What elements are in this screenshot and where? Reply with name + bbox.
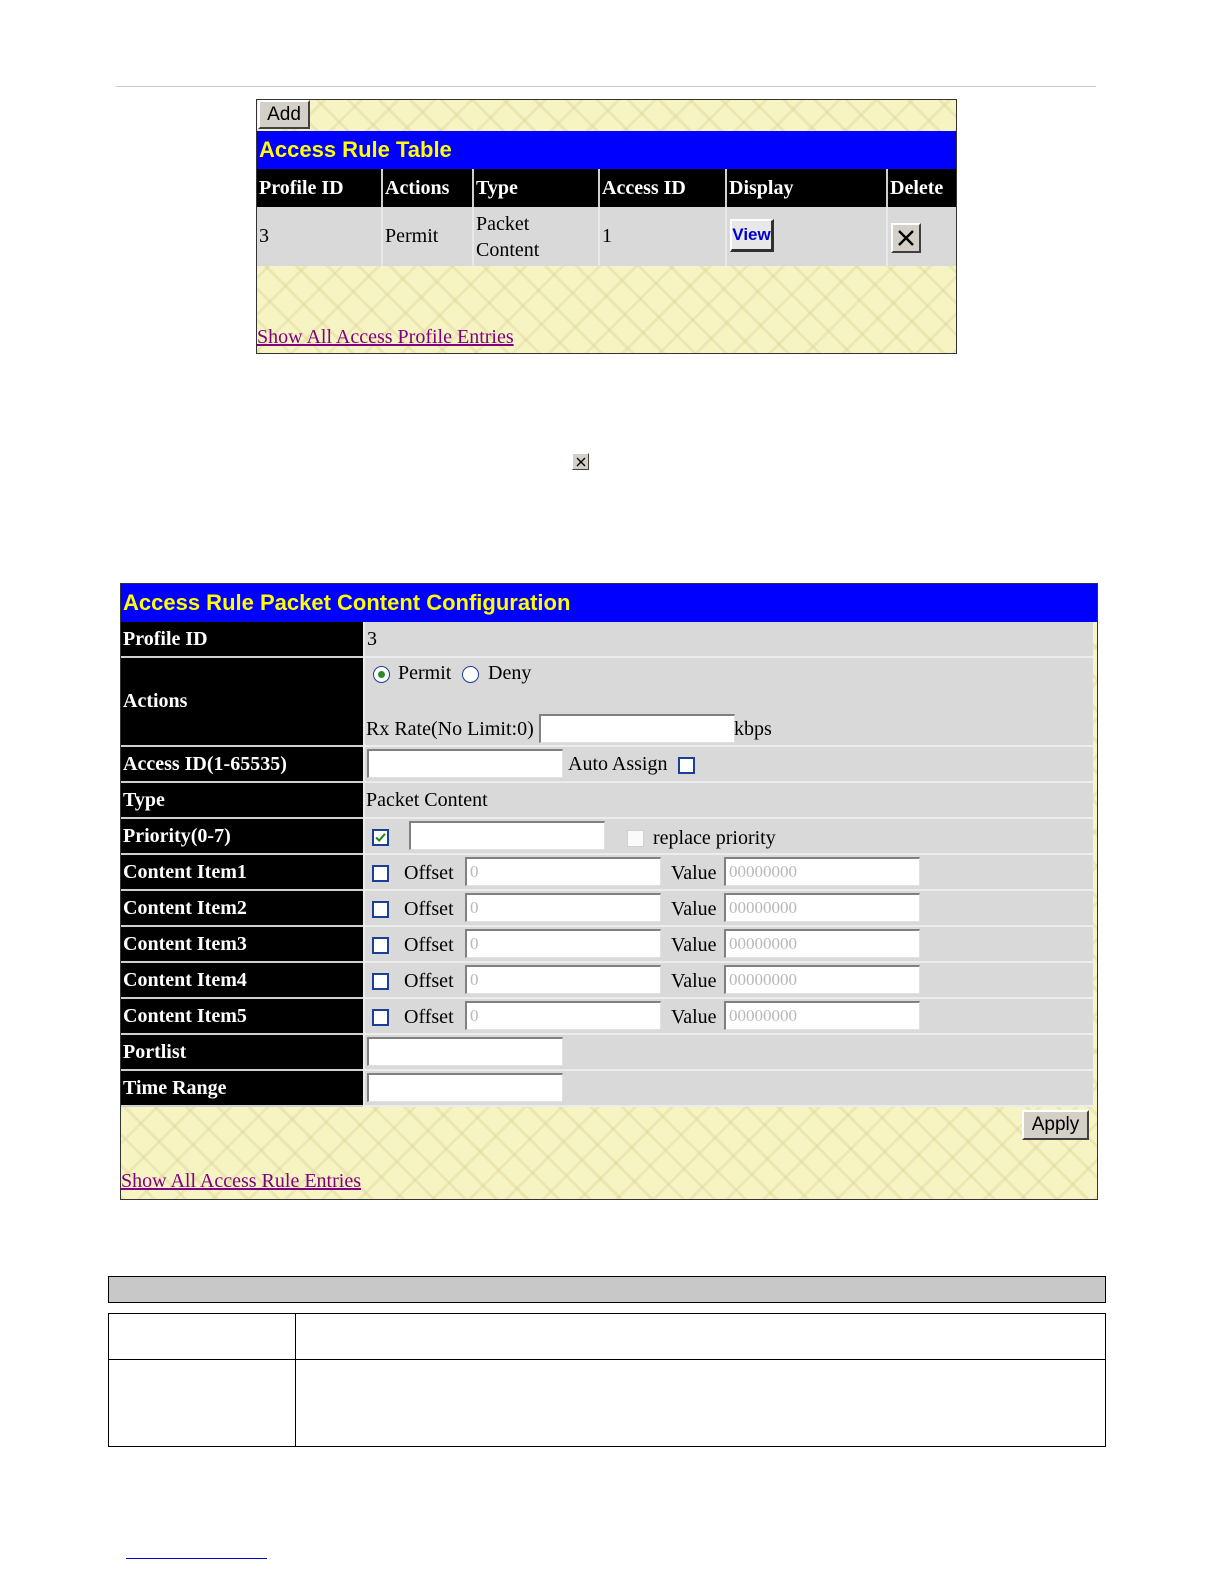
col-header-actions: Actions bbox=[383, 169, 474, 207]
portlist-cell bbox=[363, 1035, 1093, 1071]
offset-label: Offset bbox=[404, 898, 454, 920]
content-item-checkbox[interactable] bbox=[372, 865, 389, 882]
priority-input[interactable] bbox=[409, 821, 605, 850]
profile-id-label: Profile ID bbox=[121, 622, 363, 658]
check-icon bbox=[374, 831, 387, 844]
value-label: Value bbox=[671, 934, 717, 956]
offset-input[interactable]: 0 bbox=[465, 929, 661, 958]
value-label: Value bbox=[671, 970, 717, 992]
auto-assign-label: Auto Assign bbox=[568, 753, 668, 775]
show-all-access-profile-entries-link[interactable]: Show All Access Profile Entries bbox=[257, 326, 514, 348]
profile-id-value: 3 bbox=[363, 622, 1093, 658]
inline-delete-icon bbox=[572, 453, 589, 470]
rx-rate-unit: kbps bbox=[734, 718, 772, 740]
offset-label: Offset bbox=[404, 970, 454, 992]
content-item-checkbox[interactable] bbox=[372, 937, 389, 954]
content-item-checkbox[interactable] bbox=[372, 1009, 389, 1026]
priority-cell bbox=[363, 819, 1093, 855]
content-item-row bbox=[363, 999, 1093, 1035]
content-item-row bbox=[363, 963, 1093, 999]
replace-priority-label: replace priority bbox=[653, 827, 776, 849]
offset-label: Offset bbox=[404, 862, 454, 884]
access-id-label: Access ID(1-65535) bbox=[121, 747, 363, 783]
col-header-profile-id: Profile ID bbox=[257, 169, 383, 207]
description-table-header bbox=[108, 1276, 1106, 1303]
time-range-label: Time Range bbox=[121, 1071, 363, 1107]
access-rule-table-title: Access Rule Table bbox=[257, 131, 956, 169]
delete-button[interactable] bbox=[891, 223, 921, 253]
page-header-rule bbox=[116, 86, 1096, 87]
permit-radio[interactable] bbox=[373, 666, 390, 683]
row-type-line1: Packet bbox=[476, 213, 530, 235]
value-input[interactable]: 00000000 bbox=[724, 965, 920, 994]
portlist-input[interactable] bbox=[367, 1037, 563, 1066]
type-value: Packet Content bbox=[363, 783, 1093, 819]
priority-label: Priority(0-7) bbox=[121, 819, 363, 855]
rx-rate-label: Rx Rate(No Limit:0) bbox=[366, 718, 534, 740]
time-range-input[interactable] bbox=[367, 1073, 563, 1102]
row-delete-cell bbox=[888, 207, 956, 266]
content-item-label: Content Item5 bbox=[121, 999, 363, 1035]
value-input[interactable]: 00000000 bbox=[724, 893, 920, 922]
col-header-delete: Delete bbox=[888, 169, 956, 207]
content-item-label: Content Item1 bbox=[121, 855, 363, 891]
content-item-label: Content Item2 bbox=[121, 891, 363, 927]
row-display-cell bbox=[727, 207, 888, 266]
auto-assign-checkbox[interactable] bbox=[678, 757, 695, 774]
close-x-icon bbox=[576, 457, 586, 467]
close-x-icon bbox=[897, 229, 915, 247]
content-item-row bbox=[363, 927, 1093, 963]
offset-label: Offset bbox=[404, 1006, 454, 1028]
description-table-row-divider bbox=[109, 1359, 1105, 1360]
content-item-checkbox[interactable] bbox=[372, 973, 389, 990]
actions-cell bbox=[363, 658, 1093, 747]
row-action: Permit bbox=[383, 207, 474, 266]
offset-input[interactable]: 0 bbox=[465, 1001, 661, 1030]
content-item-label: Content Item4 bbox=[121, 963, 363, 999]
actions-label: Actions bbox=[121, 658, 363, 747]
access-id-input[interactable] bbox=[367, 749, 563, 778]
content-item-row bbox=[363, 855, 1093, 891]
content-item-checkbox[interactable] bbox=[372, 901, 389, 918]
access-rule-table-panel bbox=[256, 99, 957, 354]
description-table-divider bbox=[295, 1314, 296, 1446]
type-label: Type bbox=[121, 783, 363, 819]
value-input[interactable]: 00000000 bbox=[724, 857, 920, 886]
apply-button[interactable]: Apply bbox=[1022, 1110, 1089, 1140]
content-item-label: Content Item3 bbox=[121, 927, 363, 963]
value-label: Value bbox=[671, 898, 717, 920]
content-item-row bbox=[363, 891, 1093, 927]
add-button[interactable]: Add bbox=[258, 100, 310, 129]
view-button[interactable]: View bbox=[730, 219, 774, 252]
deny-radio[interactable] bbox=[462, 666, 479, 683]
col-header-access-id: Access ID bbox=[600, 169, 727, 207]
col-header-type: Type bbox=[474, 169, 600, 207]
row-profile-id: 3 bbox=[257, 207, 383, 266]
offset-input[interactable]: 0 bbox=[465, 965, 661, 994]
footer-link-underline bbox=[126, 1558, 267, 1559]
deny-label: Deny bbox=[488, 662, 532, 684]
permit-label: Permit bbox=[398, 662, 452, 684]
access-id-cell bbox=[363, 747, 1093, 783]
radio-selected-icon bbox=[378, 671, 385, 678]
value-label: Value bbox=[671, 862, 717, 884]
show-all-access-rule-entries-link[interactable]: Show All Access Rule Entries bbox=[121, 1170, 361, 1192]
row-type bbox=[474, 207, 600, 266]
description-table bbox=[108, 1313, 1106, 1447]
portlist-label: Portlist bbox=[121, 1035, 363, 1071]
offset-input[interactable]: 0 bbox=[465, 893, 661, 922]
value-input[interactable]: 00000000 bbox=[724, 929, 920, 958]
time-range-cell bbox=[363, 1071, 1093, 1107]
value-input[interactable]: 00000000 bbox=[724, 1001, 920, 1030]
col-header-display: Display bbox=[727, 169, 888, 207]
rx-rate-input[interactable] bbox=[539, 714, 735, 743]
config-title: Access Rule Packet Content Configuration bbox=[121, 584, 1097, 622]
row-access-id: 1 bbox=[600, 207, 727, 266]
offset-input[interactable]: 0 bbox=[465, 857, 661, 886]
priority-checkbox[interactable] bbox=[372, 829, 389, 846]
packet-content-config-panel bbox=[120, 583, 1098, 1200]
row-type-line2: Content bbox=[476, 239, 540, 261]
value-label: Value bbox=[671, 1006, 717, 1028]
replace-priority-checkbox[interactable] bbox=[627, 830, 644, 847]
offset-label: Offset bbox=[404, 934, 454, 956]
